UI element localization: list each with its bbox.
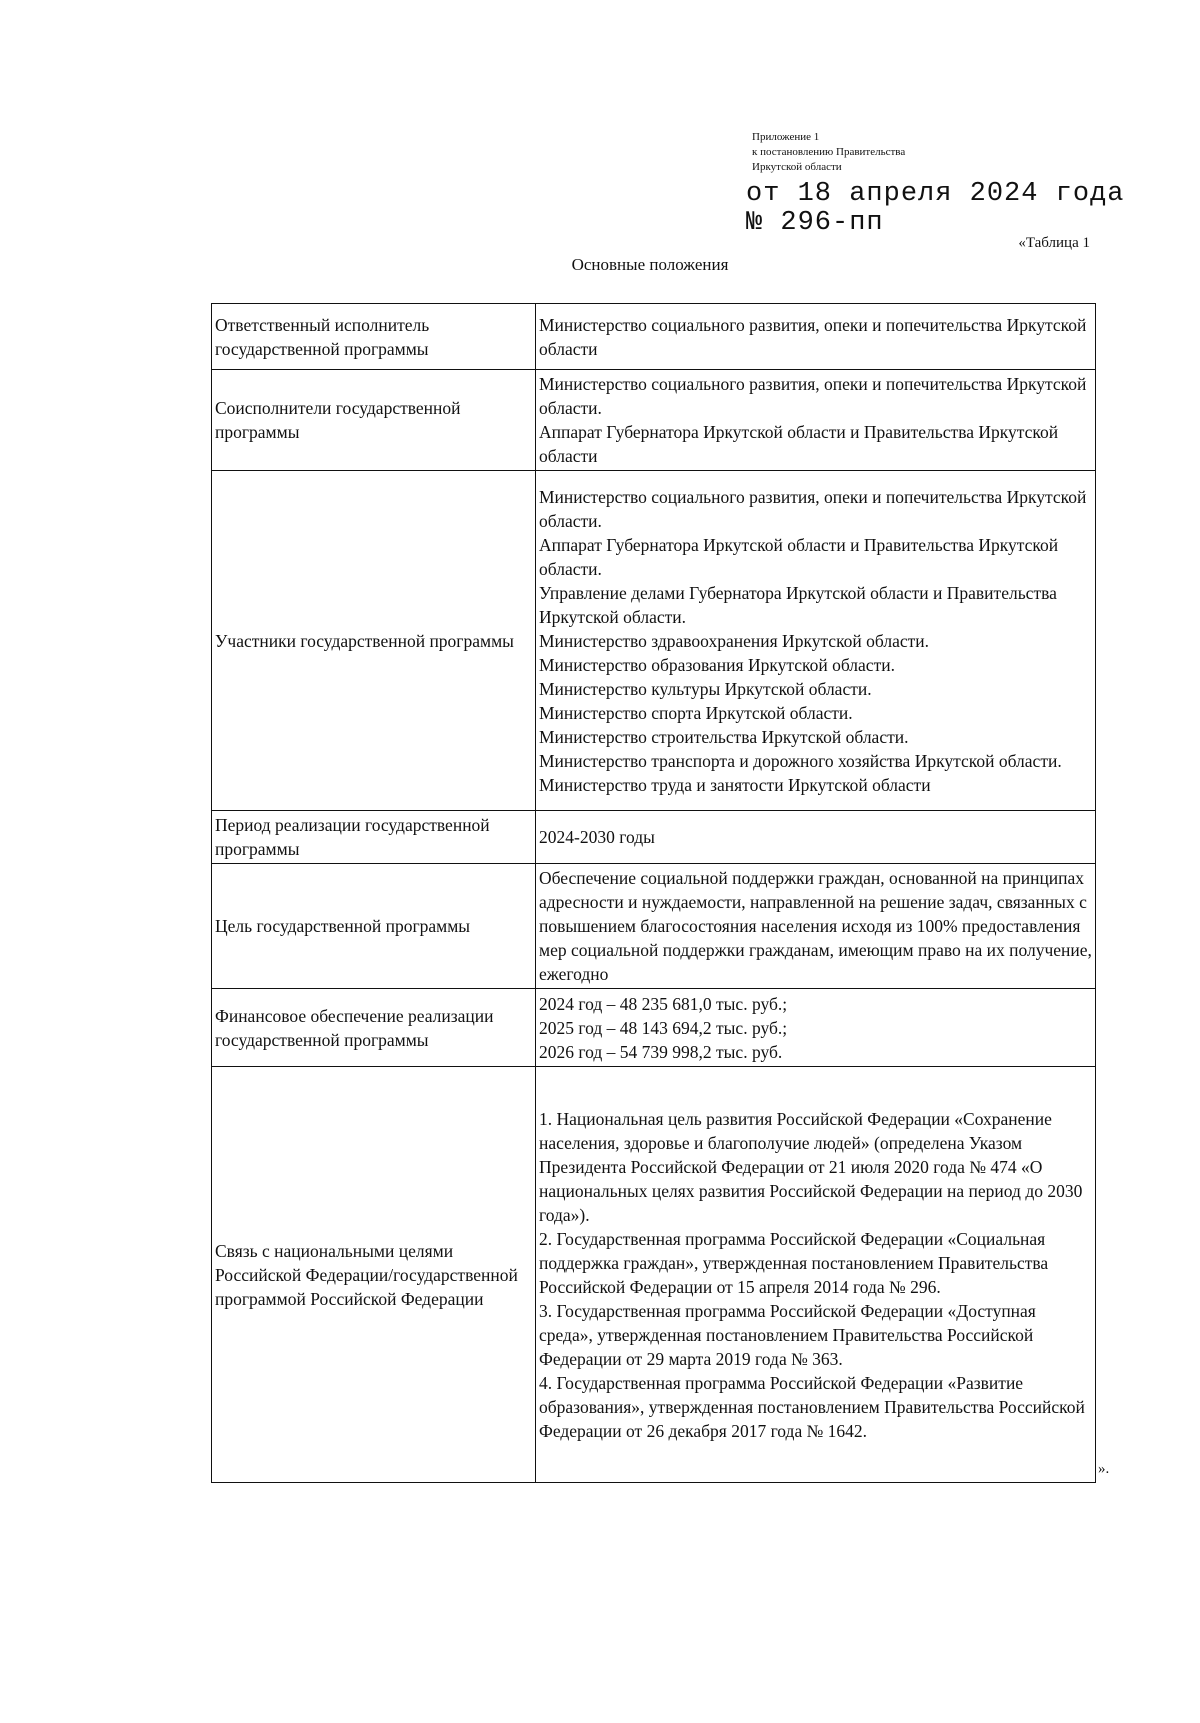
table-row — [212, 864, 1096, 989]
provisions-table — [211, 303, 1096, 1483]
row-value-line: 2024-2030 годы — [539, 827, 655, 847]
row-value-line: Министерство образования Иркутской области. — [539, 654, 895, 675]
stamp-date: от 18 апреля 2024 года — [746, 179, 1125, 209]
row-label: Цель государственной программы — [212, 864, 536, 989]
appendix-line: Иркутской области — [752, 161, 842, 173]
row-value-line: Министерство культуры Иркутской области. — [539, 678, 872, 699]
row-value-line: Аппарат Губернатора Иркутской области и Правительства Иркутской области — [539, 422, 1059, 466]
row-value-line: 2024 год – 48 235 681,0 тыс. руб.; — [539, 993, 788, 1014]
page-title: Основные положения — [571, 255, 729, 274]
row-value-line: Аппарат Губернатора Иркутской области и Правительства Иркутской области. — [539, 534, 1059, 579]
table-label: «Таблица 1 — [1018, 235, 1090, 251]
table-row — [212, 471, 1096, 811]
row-label: Соисполнители государственной программы — [212, 370, 536, 471]
row-label: Участники государственной программы — [212, 471, 536, 811]
appendix-line: Приложение 1 — [752, 131, 820, 143]
row-label: Связь с национальными целями Российской Федерации/государственной программой Российской Федерации — [212, 1067, 536, 1483]
row-value — [536, 370, 1096, 471]
row-value-line: Министерство здравоохранения Иркутской области. — [539, 630, 930, 651]
row-value-line: 2026 год – 54 739 998,2 тыс. руб. — [539, 1041, 783, 1062]
table-row — [212, 1067, 1096, 1483]
row-label: Финансовое обеспечение реализации государственной программы — [212, 989, 536, 1067]
row-value-line: Министерство социального развития, опеки и попечительства Иркутской области — [539, 314, 1087, 359]
table-row — [212, 370, 1096, 471]
row-value-line: Министерство спорта Иркутской области. — [539, 702, 853, 723]
row-value-line: Министерство социального развития, опеки и попечительства Иркутской области. — [539, 486, 1087, 531]
row-value — [536, 811, 1096, 864]
row-value — [536, 304, 1096, 370]
row-value-line: 2. Государственная программа Российской Федерации «Социальная поддержка граждан», утвержденная постановлением Правительства Российской Федерации от 15 апреля 2014 года № 296. — [539, 1228, 1049, 1297]
table-row — [212, 811, 1096, 864]
row-value — [536, 471, 1096, 811]
row-value-line: Министерство социального развития, опеки и попечительства Иркутской области. — [539, 374, 1087, 418]
closing-quote: ». — [1098, 1461, 1110, 1477]
stamp-number: № 296-пп — [746, 208, 884, 238]
row-value-line: Управление делами Губернатора Иркутской области и Правительства Иркутской области. — [539, 582, 1057, 627]
row-value — [536, 989, 1096, 1067]
row-label: Период реализации государственной программы — [212, 811, 536, 864]
row-value-line: Министерство строительства Иркутской области. — [539, 726, 909, 747]
appendix-line: к постановлению Правительства — [752, 146, 906, 158]
row-value-line: Министерство транспорта и дорожного хозяйства Иркутской области. — [539, 750, 1062, 771]
row-value-line: 3. Государственная программа Российской Федерации «Доступная среда», утвержденная постановлением Правительства Российской Федерации от 29 марта 2019 года № 363. — [539, 1300, 1036, 1369]
row-value — [536, 864, 1096, 989]
table-row — [212, 989, 1096, 1067]
resolution-stamp — [746, 180, 1124, 238]
table-row — [212, 304, 1096, 370]
row-value-line: Обеспечение социальной поддержки граждан, основанной на принципах адресности и нуждаемости, направленной на решение задач, связанных с повышением благосостояния населения исходя из 100% предоставления мер социальной поддержки гражданам, имеющим право на их получение, ежегодно — [539, 868, 1092, 984]
row-value-line: 2025 год – 48 143 694,2 тыс. руб.; — [539, 1017, 788, 1038]
row-value-line: Министерство труда и занятости Иркутской области — [539, 774, 931, 795]
row-value — [536, 1067, 1096, 1483]
row-value-line: 1. Национальная цель развития Российской Федерации «Сохранение населения, здоровье и благополучие людей» (определена Указом Президента Российской Федерации от 21 июля 2020 года № 474 «О национальных целях развития Российской Федерации на период до 2030 года»). — [539, 1108, 1083, 1225]
row-value-line: 4. Государственная программа Российской Федерации «Развитие образования», утвержденная постановлением Правительства Российской Федерации от 26 декабря 2017 года № 1642. — [539, 1372, 1085, 1441]
row-label: Ответственный исполнитель государственной программы — [212, 304, 536, 370]
appendix-note — [752, 130, 905, 175]
